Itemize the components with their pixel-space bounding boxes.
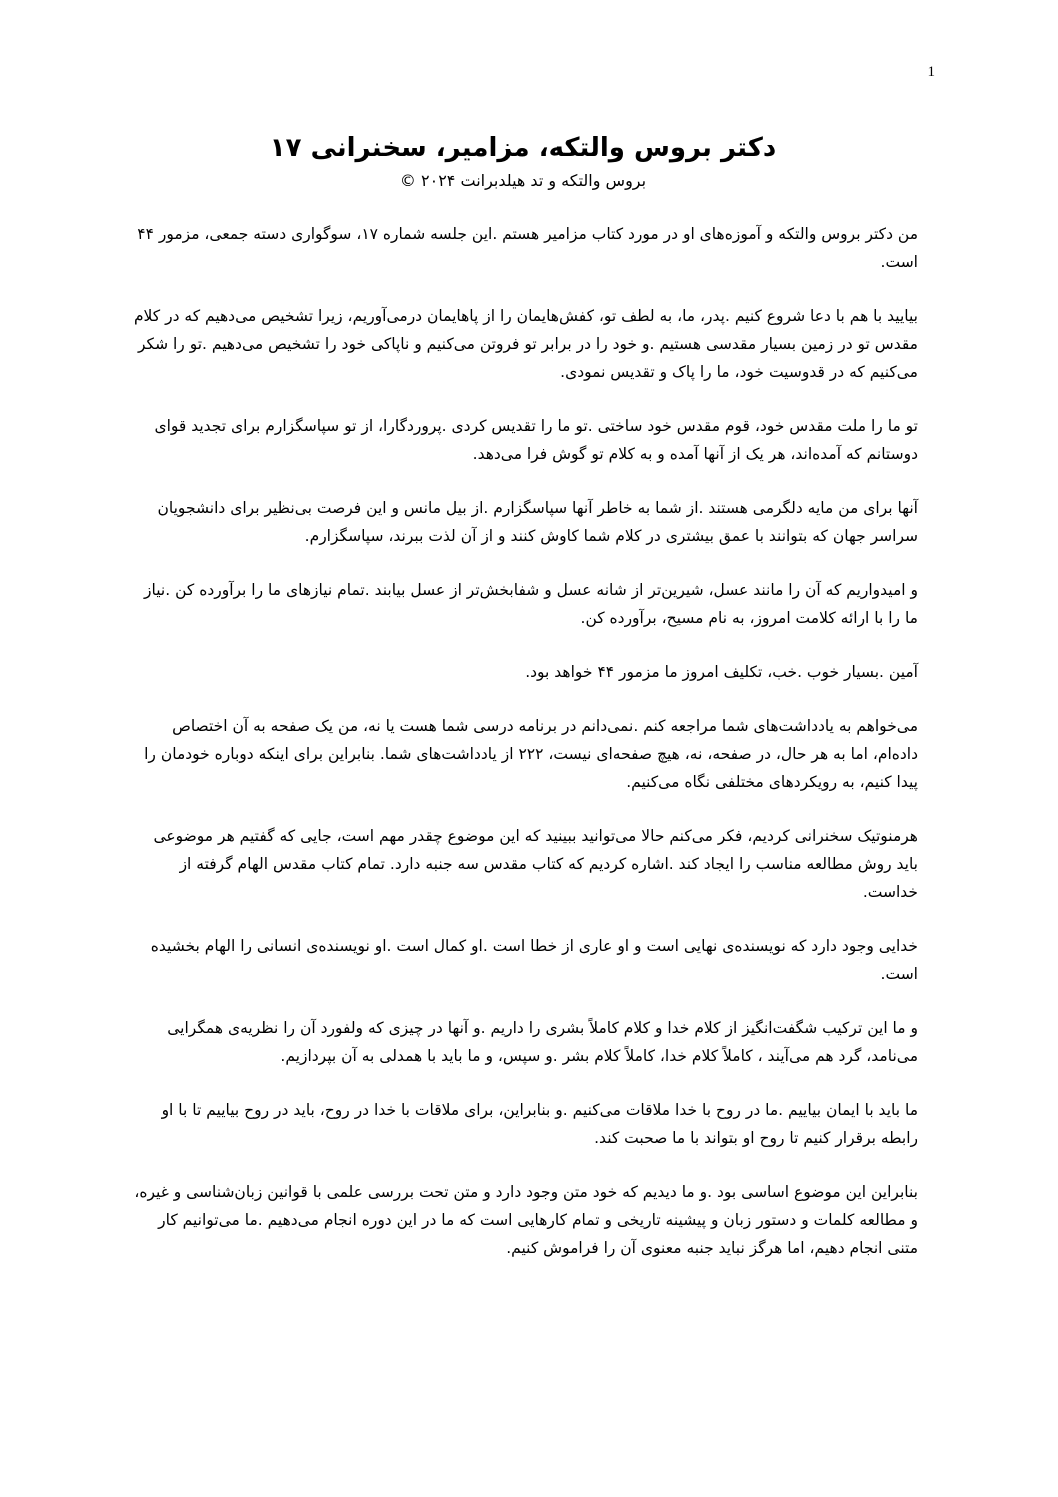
paragraph-10: و ما این ترکیب شگفت‌انگیز از کلام خدا و کلام کاملاً بشری را داریم .و آنها در چیزی که ولفورد آن را نظریه‌ی همگرایی می‌نامد، گرد هم می‌آیند ، کاملاً کلام خدا، کاملاً کلام بشر .و سپس، و ما باید با همدلی به آن بپردازیم. (167, 1019, 918, 1065)
document-body (128, 128, 918, 1288)
paragraph-3: تو ما را ملت مقدس خود، قوم مقدس خود ساختی .تو ما را تقدیس کردی .پروردگارا، از تو سپاسگزارم برای تجدید قوای دوستانم که آمده‌اند، هر یک از آنها آمده و به کلام تو گوش فرا می‌دهد. (154, 417, 918, 463)
paragraph-5: و امیدواریم که آن را مانند عسل، شیرین‌تر از شانه عسل و شفابخش‌تر از عسل بیابند .تمام نیازهای ما را برآورده کن .نیاز ما را با ارائه کلامت امروز، به نام مسیح، برآورده کن. (144, 581, 918, 627)
paragraph-4: آنها برای من مایه دلگرمی هستند .از شما به خاطر آنها سپاسگزارم .از بیل مانس و این فرصت بی‌نظیر برای دانشجویان سراسر جهان که بتوانند با عمق بیشتری در کلام شما کاوش کنند و از آن لذت ببرند، سپاسگزارم. (157, 499, 918, 545)
paragraph-11: ما باید با ایمان بیاییم .ما در روح با خدا ملاقات می‌کنیم .و بنابراین، برای ملاقات با خدا در روح، باید در روح بیاییم تا با او رابطه برقرار کنیم تا روح او بتواند با ما صحبت کند. (161, 1101, 918, 1147)
document-title: دکتر بروس والتکه، مزامیر، سخنرانی ۱۷ (269, 133, 777, 163)
paragraph-6: آمین .بسیار خوب .خب، تکلیف امروز ما مزمور ۴۴ خواهد بود. (525, 663, 918, 681)
document-subtitle: بروس والتکه و تد هیلدبرانت ۲۰۲۴ © (399, 171, 647, 190)
paragraph-9: خدایی وجود دارد که نویسنده‌ی نهایی است و او عاری از خطا است .او کمال است .او نویسنده‌ی انسانی را الهام بخشیده است. (150, 937, 918, 983)
paragraph-2: بیایید با هم با دعا شروع کنیم .پدر، ما، به لطف تو، کفش‌هایمان را از پاهایمان درمی‌آوریم، زیرا تشخیص می‌دهیم که در کلام مقدس تو در زمین بسیار مقدسی هستیم .و خود را در برابر تو فروتن می‌کنیم و ناپاکی خود را تشخیص می‌دهیم .تو را شکر می‌کنیم که در قدوسیت خود، ما را پاک و تقدیس نمودی. (133, 307, 918, 381)
paragraph-8: هرمنوتیک سخنرانی کردیم، فکر می‌کنم حالا می‌توانید ببینید که این موضوع چقدر مهم است، جایی که گفتیم هر موضوعی باید روش مطالعه مناسب را ایجاد کند .اشاره کردیم که کتاب مقدس سه جنبه دارد. تمام کتاب مقدس الهام گرفته از خداست. (153, 827, 918, 901)
page-number: 1 (927, 64, 935, 80)
paragraph-7: می‌خواهم به یادداشت‌های شما مراجعه کنم .نمی‌دانم در برنامه درسی شما هست یا نه، من یک صفحه به آن اختصاص داده‌ام، اما به هر حال، در صفحه، نه، هیچ صفحه‌ای نیست، ۲۲۲ از یادداشت‌های شما. بنابراین برای اینکه دوباره خودمان را پیدا کنیم، به رویکردهای مختلفی نگاه می‌کنیم. (144, 717, 918, 791)
paragraph-1: من دکتر بروس والتکه و آموزه‌های او در مورد کتاب مزامیر هستم .این جلسه شماره ۱۷، سوگواری دسته جمعی، مزمور ۴۴ است. (137, 225, 918, 271)
paragraph-12: بنابراین این موضوع اساسی بود .و ما دیدیم که خود متن وجود دارد و متن تحت بررسی علمی با قوانین زبان‌شناسی و غیره، و مطالعه کلمات و دستور زبان و پیشینه تاریخی و تمام کارهایی است که ما در این دوره انجام می‌دهیم .ما می‌توانیم کار متنی انجام دهیم، اما هرگز نباید جنبه معنوی آن را فراموش کنیم. (134, 1183, 918, 1257)
